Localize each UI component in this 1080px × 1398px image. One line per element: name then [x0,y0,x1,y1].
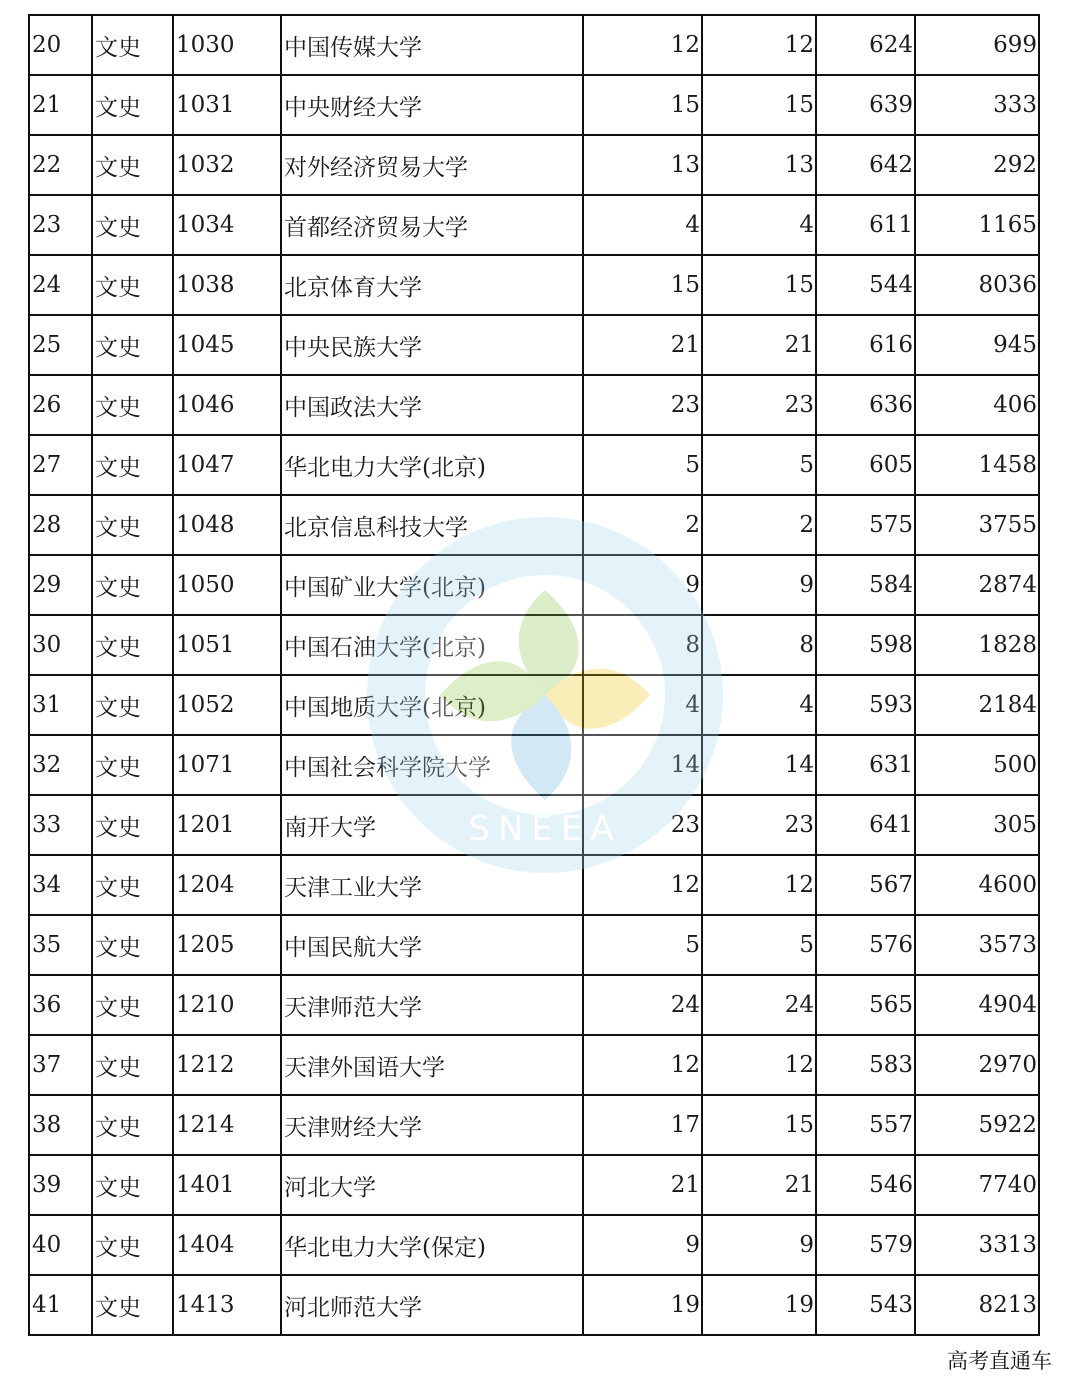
min-score-cell: 584 [816,555,915,615]
school-code-cell: 1034 [173,195,281,255]
min-score-cell: 543 [816,1275,915,1335]
school-code-cell: 1205 [173,915,281,975]
min-rank-cell: 8036 [915,255,1039,315]
table-body [29,15,1039,1335]
school-code-cell: 1045 [173,315,281,375]
admitted-count-cell: 12 [702,15,816,75]
table-row [29,675,1039,735]
plan-count-cell: 23 [583,795,702,855]
row-index-cell: 21 [29,75,92,135]
row-index-cell: 27 [29,435,92,495]
min-score-cell: 624 [816,15,915,75]
min-score-cell: 616 [816,315,915,375]
plan-count-cell: 8 [583,615,702,675]
category-cell: 文史 [92,555,173,615]
school-name-cell: 天津师范大学 [281,975,583,1035]
category-cell: 文史 [92,1155,173,1215]
school-code-cell: 1030 [173,15,281,75]
school-code-cell: 1046 [173,375,281,435]
min-score-cell: 565 [816,975,915,1035]
admitted-count-cell: 19 [702,1275,816,1335]
plan-count-cell: 17 [583,1095,702,1155]
min-score-cell: 642 [816,135,915,195]
school-name-cell: 中国石油大学(北京) [281,615,583,675]
table-row [29,255,1039,315]
admitted-count-cell: 5 [702,435,816,495]
school-name-cell: 中国传媒大学 [281,15,583,75]
min-score-cell: 557 [816,1095,915,1155]
category-cell: 文史 [92,735,173,795]
plan-count-cell: 2 [583,495,702,555]
plan-count-cell: 19 [583,1275,702,1335]
min-rank-cell: 305 [915,795,1039,855]
school-code-cell: 1401 [173,1155,281,1215]
min-rank-cell: 4904 [915,975,1039,1035]
school-name-cell: 首都经济贸易大学 [281,195,583,255]
row-index-cell: 33 [29,795,92,855]
table-row [29,555,1039,615]
row-index-cell: 23 [29,195,92,255]
min-score-cell: 575 [816,495,915,555]
plan-count-cell: 15 [583,75,702,135]
school-name-cell: 中央民族大学 [281,315,583,375]
plan-count-cell: 21 [583,1155,702,1215]
min-rank-cell: 3573 [915,915,1039,975]
school-name-cell: 中国政法大学 [281,375,583,435]
min-rank-cell: 500 [915,735,1039,795]
school-name-cell: 天津工业大学 [281,855,583,915]
category-cell: 文史 [92,1275,173,1335]
min-score-cell: 636 [816,375,915,435]
school-code-cell: 1071 [173,735,281,795]
row-index-cell: 31 [29,675,92,735]
min-rank-cell: 292 [915,135,1039,195]
school-code-cell: 1038 [173,255,281,315]
admitted-count-cell: 4 [702,195,816,255]
row-index-cell: 41 [29,1275,92,1335]
school-code-cell: 1047 [173,435,281,495]
plan-count-cell: 9 [583,555,702,615]
plan-count-cell: 4 [583,675,702,735]
row-index-cell: 36 [29,975,92,1035]
admitted-count-cell: 12 [702,1035,816,1095]
school-name-cell: 中央财经大学 [281,75,583,135]
category-cell: 文史 [92,915,173,975]
category-cell: 文史 [92,1215,173,1275]
row-index-cell: 25 [29,315,92,375]
admitted-count-cell: 21 [702,315,816,375]
school-code-cell: 1204 [173,855,281,915]
corner-source-label: 高考直通车 [943,1345,1056,1375]
admitted-count-cell: 23 [702,795,816,855]
school-code-cell: 1210 [173,975,281,1035]
min-rank-cell: 8213 [915,1275,1039,1335]
school-code-cell: 1052 [173,675,281,735]
row-index-cell: 30 [29,615,92,675]
admission-table [28,14,1040,1336]
school-name-cell: 中国地质大学(北京) [281,675,583,735]
min-rank-cell: 1828 [915,615,1039,675]
admitted-count-cell: 9 [702,1215,816,1275]
min-score-cell: 576 [816,915,915,975]
min-rank-cell: 5922 [915,1095,1039,1155]
min-score-cell: 579 [816,1215,915,1275]
admitted-count-cell: 23 [702,375,816,435]
min-rank-cell: 406 [915,375,1039,435]
min-rank-cell: 3313 [915,1215,1039,1275]
school-name-cell: 中国矿业大学(北京) [281,555,583,615]
min-score-cell: 598 [816,615,915,675]
row-index-cell: 26 [29,375,92,435]
school-code-cell: 1032 [173,135,281,195]
category-cell: 文史 [92,135,173,195]
row-index-cell: 20 [29,15,92,75]
category-cell: 文史 [92,435,173,495]
category-cell: 文史 [92,195,173,255]
table-row [29,1275,1039,1335]
plan-count-cell: 5 [583,915,702,975]
school-code-cell: 1201 [173,795,281,855]
category-cell: 文史 [92,975,173,1035]
school-name-cell: 河北师范大学 [281,1275,583,1335]
admitted-count-cell: 13 [702,135,816,195]
school-name-cell: 天津财经大学 [281,1095,583,1155]
category-cell: 文史 [92,615,173,675]
table-row [29,495,1039,555]
admitted-count-cell: 15 [702,1095,816,1155]
min-score-cell: 631 [816,735,915,795]
min-score-cell: 544 [816,255,915,315]
plan-count-cell: 14 [583,735,702,795]
row-index-cell: 22 [29,135,92,195]
min-rank-cell: 699 [915,15,1039,75]
admitted-count-cell: 24 [702,975,816,1035]
school-name-cell: 河北大学 [281,1155,583,1215]
row-index-cell: 40 [29,1215,92,1275]
table-row [29,975,1039,1035]
admission-table-sheet [28,14,1040,1336]
min-rank-cell: 3755 [915,495,1039,555]
admitted-count-cell: 5 [702,915,816,975]
table-row [29,795,1039,855]
min-rank-cell: 1458 [915,435,1039,495]
school-code-cell: 1404 [173,1215,281,1275]
table-row [29,915,1039,975]
watermark-text: SNEEA [468,809,622,849]
min-score-cell: 583 [816,1035,915,1095]
table-row [29,1155,1039,1215]
admitted-count-cell: 15 [702,255,816,315]
admitted-count-cell: 14 [702,735,816,795]
min-score-cell: 611 [816,195,915,255]
school-name-cell: 中国民航大学 [281,915,583,975]
school-name-cell: 北京体育大学 [281,255,583,315]
school-code-cell: 1051 [173,615,281,675]
table-row [29,1095,1039,1155]
school-code-cell: 1031 [173,75,281,135]
row-index-cell: 34 [29,855,92,915]
plan-count-cell: 9 [583,1215,702,1275]
school-name-cell: 南开大学 [281,795,583,855]
school-name-cell: 华北电力大学(保定) [281,1215,583,1275]
table-row [29,195,1039,255]
table-row [29,375,1039,435]
table-row [29,435,1039,495]
table-row [29,1035,1039,1095]
school-code-cell: 1048 [173,495,281,555]
category-cell: 文史 [92,495,173,555]
plan-count-cell: 4 [583,195,702,255]
min-score-cell: 605 [816,435,915,495]
row-index-cell: 29 [29,555,92,615]
school-name-cell: 北京信息科技大学 [281,495,583,555]
min-rank-cell: 1165 [915,195,1039,255]
category-cell: 文史 [92,375,173,435]
category-cell: 文史 [92,1095,173,1155]
category-cell: 文史 [92,795,173,855]
category-cell: 文史 [92,15,173,75]
row-index-cell: 39 [29,1155,92,1215]
admitted-count-cell: 15 [702,75,816,135]
row-index-cell: 35 [29,915,92,975]
min-rank-cell: 333 [915,75,1039,135]
min-score-cell: 641 [816,795,915,855]
min-score-cell: 567 [816,855,915,915]
admitted-count-cell: 12 [702,855,816,915]
category-cell: 文史 [92,315,173,375]
min-rank-cell: 2184 [915,675,1039,735]
table-row [29,735,1039,795]
table-row [29,15,1039,75]
plan-count-cell: 23 [583,375,702,435]
plan-count-cell: 21 [583,315,702,375]
table-row [29,135,1039,195]
table-row [29,1215,1039,1275]
row-index-cell: 28 [29,495,92,555]
table-row [29,615,1039,675]
plan-count-cell: 12 [583,1035,702,1095]
plan-count-cell: 13 [583,135,702,195]
plan-count-cell: 24 [583,975,702,1035]
admitted-count-cell: 4 [702,675,816,735]
min-rank-cell: 4600 [915,855,1039,915]
school-name-cell: 对外经济贸易大学 [281,135,583,195]
category-cell: 文史 [92,75,173,135]
table-row [29,315,1039,375]
plan-count-cell: 12 [583,15,702,75]
min-rank-cell: 2874 [915,555,1039,615]
row-index-cell: 24 [29,255,92,315]
school-code-cell: 1413 [173,1275,281,1335]
school-name-cell: 华北电力大学(北京) [281,435,583,495]
min-score-cell: 546 [816,1155,915,1215]
category-cell: 文史 [92,675,173,735]
admitted-count-cell: 8 [702,615,816,675]
min-score-cell: 593 [816,675,915,735]
row-index-cell: 37 [29,1035,92,1095]
school-name-cell: 天津外国语大学 [281,1035,583,1095]
plan-count-cell: 12 [583,855,702,915]
category-cell: 文史 [92,255,173,315]
category-cell: 文史 [92,855,173,915]
category-cell: 文史 [92,1035,173,1095]
admitted-count-cell: 2 [702,495,816,555]
school-name-cell: 中国社会科学院大学 [281,735,583,795]
school-code-cell: 1212 [173,1035,281,1095]
school-code-cell: 1050 [173,555,281,615]
admitted-count-cell: 9 [702,555,816,615]
plan-count-cell: 5 [583,435,702,495]
min-rank-cell: 2970 [915,1035,1039,1095]
row-index-cell: 32 [29,735,92,795]
table-row [29,855,1039,915]
table-row [29,75,1039,135]
min-rank-cell: 7740 [915,1155,1039,1215]
plan-count-cell: 15 [583,255,702,315]
min-score-cell: 639 [816,75,915,135]
school-code-cell: 1214 [173,1095,281,1155]
min-rank-cell: 945 [915,315,1039,375]
row-index-cell: 38 [29,1095,92,1155]
admitted-count-cell: 21 [702,1155,816,1215]
